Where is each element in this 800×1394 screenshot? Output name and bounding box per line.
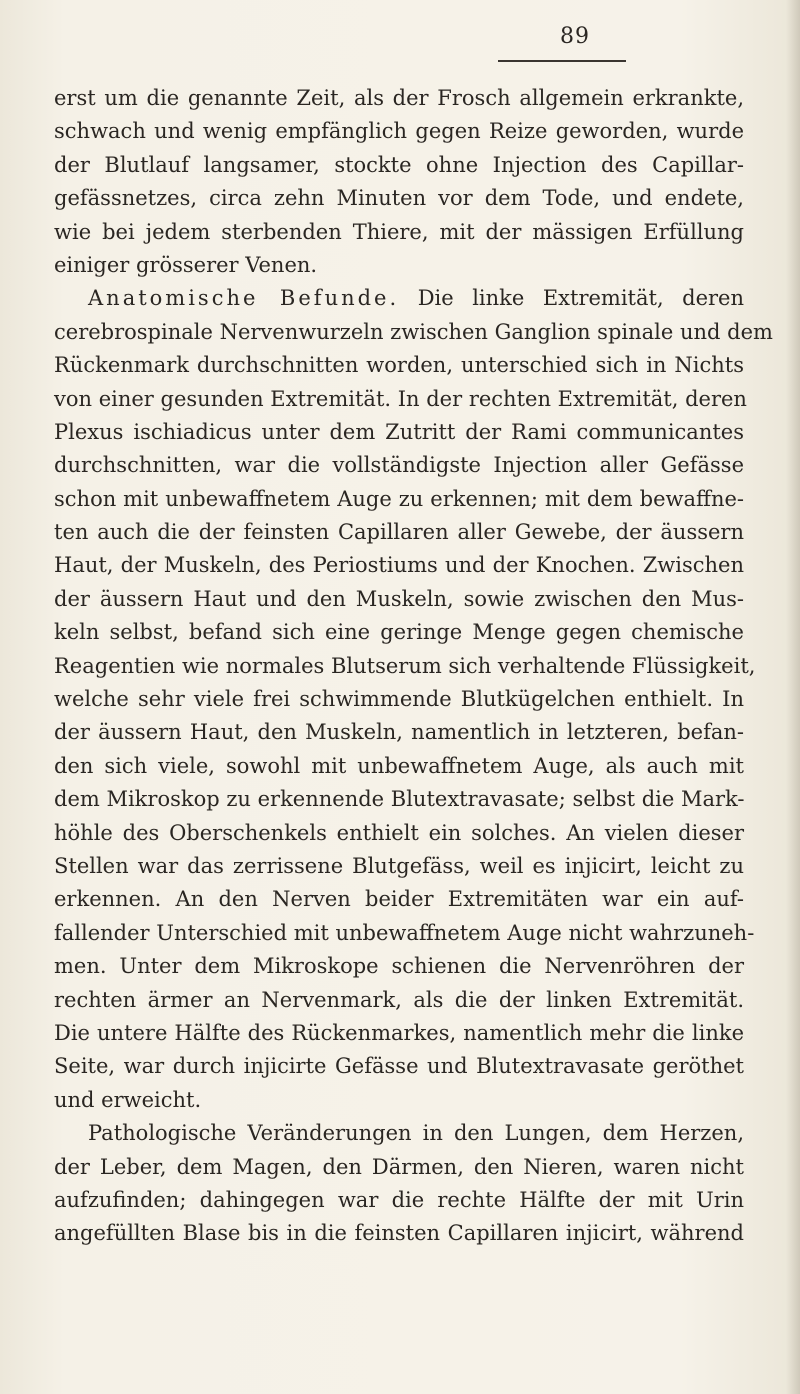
text-line: cerebrospinale Nervenwurzeln zwischen Ganglion spinale und dem [54, 319, 773, 344]
text-line: höhle des Oberschenkels enthielt ein solches. An vielen dieser [54, 820, 744, 845]
text-line: fallender Unterschied mit unbewaffnetem Auge nicht wahrzuneh- [54, 920, 755, 945]
text-line: Stellen war das zerrissene Blutgefäss, weil es injicirt, leicht zu [54, 853, 744, 878]
text-line: wie bei jedem sterbenden Thiere, mit der mässigen Erfüllung [54, 219, 744, 244]
page-edge-shadow [786, 0, 800, 1394]
text-line: Haut, der Muskeln, des Periostiums und der Knochen. Zwischen [54, 553, 744, 578]
text-line: Die untere Hälfte des Rückenmarkes, namentlich mehr die linke [54, 1020, 744, 1045]
text-line: Rückenmark durchschnitten worden, unterschied sich in Nichts [54, 353, 744, 378]
text-line: keln selbst, befand sich eine geringe Menge gegen chemische [54, 620, 744, 645]
text-line: Seite, war durch injicirte Gefässe und Blutextravasate geröthet [54, 1054, 744, 1079]
page-number: 89 [560, 24, 590, 49]
text-line: Plexus ischiadicus unter dem Zutritt der Rami communicantes [54, 419, 744, 444]
text-line: Pathologische Veränderungen in den Lungen, dem Herzen, [88, 1121, 744, 1146]
text-line: angefüllten Blase bis in die feinsten Capillaren injicirt, während [54, 1221, 744, 1246]
text-line: welche sehr viele frei schwimmende Blutkügelchen enthielt. In [54, 687, 744, 712]
text-line: erkennen. An den Nerven beider Extremitäten war ein auf- [54, 887, 744, 912]
page-number-rule [498, 60, 626, 62]
text-line: der äussern Haut und den Muskeln, sowie zwischen den Mus- [54, 586, 744, 611]
body-text [54, 82, 773, 1251]
text-line: einiger grösserer Venen. [54, 252, 318, 277]
text-line: der äussern Haut, den Muskeln, namentlich in letzteren, befan- [54, 720, 744, 745]
text-line: den sich viele, sowohl mit unbewaffnetem Auge, als auch mit [54, 753, 744, 778]
text-line-rest: Die linke Extremität, deren [417, 286, 744, 311]
text-line: und erweicht. [54, 1087, 202, 1112]
text-line: ten auch die der feinsten Capillaren aller Gewebe, der äussern [54, 520, 744, 545]
text-line: schon mit unbewaffnetem Auge zu erkennen; mit dem bewaffne- [54, 486, 744, 511]
text-line: Reagentien wie normales Blutserum sich verhaltende Flüssigkeit, [54, 653, 756, 678]
text-line: rechten ärmer an Nervenmark, als die der linken Extremität. [54, 987, 744, 1012]
text-line: schwach und wenig empfänglich gegen Reize geworden, wurde [54, 119, 744, 144]
text-line: aufzufinden; dahingegen war die rechte Hälfte der mit Urin [54, 1187, 744, 1212]
text-line: von einer gesunden Extremität. In der rechten Extremität, deren [54, 386, 747, 411]
text-line: durchschnitten, war die vollständigste Injection aller Gefässe [54, 453, 744, 478]
text-line: gefässnetzes, circa zehn Minuten vor dem Tode, und endete, [54, 186, 744, 211]
text-line: der Blutlauf langsamer, stockte ohne Injection des Capillar- [54, 152, 744, 177]
text-line: men. Unter dem Mikroskope schienen die Nervenröhren der [54, 954, 744, 979]
text-line-heading [54, 282, 744, 315]
text-line: erst um die genannte Zeit, als der Frosch allgemein erkrankte, [54, 86, 744, 110]
section-heading: Anatomische Befunde. [88, 286, 400, 311]
text-line: dem Mikroskop zu erkennende Blutextravasate; selbst die Mark- [54, 787, 745, 812]
text-line: der Leber, dem Magen, den Därmen, den Nieren, waren nicht [54, 1154, 744, 1179]
